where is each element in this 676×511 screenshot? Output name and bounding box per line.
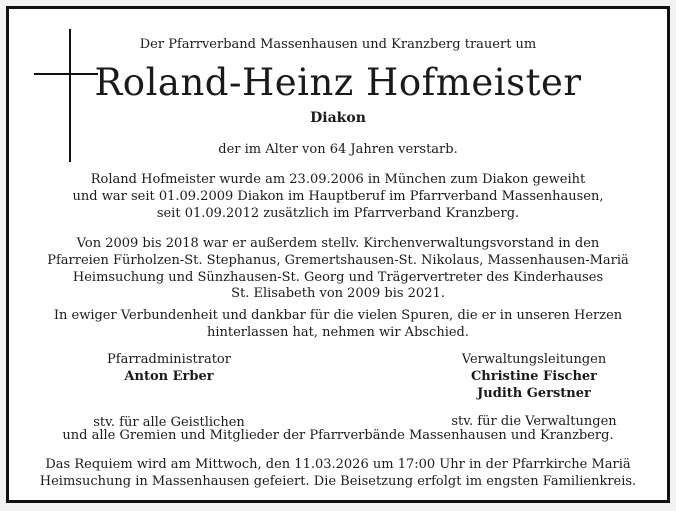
signatory-title: Pfarradministrator bbox=[107, 352, 231, 367]
closing-line: und alle Gremien und Mitglieder der Pfarrverbände Massenhausen und Kranzberg. bbox=[62, 428, 614, 443]
text-line: Heimsuchung und Sünzhausen-St. Georg und Trägervertreter des Kinderhauses bbox=[72, 269, 604, 285]
signatory-name: Judith Gerstner bbox=[477, 385, 591, 401]
age-line: der im Alter von 64 Jahren verstarb. bbox=[218, 142, 458, 157]
obituary-notice bbox=[6, 6, 670, 503]
text-line: Das Requiem wird am Mittwoch, den 11.03.2026 um 17:00 Uhr in der Pfarrkirche Mariä bbox=[45, 457, 631, 472]
requiem-info bbox=[9, 457, 667, 491]
text-line: Heimsuchung in Massenhausen gefeiert. Die Beisetzung erfolgt im engsten Familienkreis. bbox=[39, 473, 637, 489]
signatory-left bbox=[64, 352, 274, 431]
text-line: Pfarreien Fürholzen-St. Stephanus, Gremertshausen-St. Nikolaus, Massenhausen-Mariä bbox=[47, 252, 629, 268]
signatory-right bbox=[414, 352, 654, 431]
signatory-scope: stv. für alle Geistlichen bbox=[93, 414, 245, 430]
text-line: Roland Hofmeister wurde am 23.09.2006 in München zum Diakon geweiht bbox=[90, 172, 586, 187]
signatory-name: Christine Fischer bbox=[470, 368, 598, 384]
text-line: St. Elisabeth von 2009 bis 2021. bbox=[231, 286, 445, 302]
text-line: hinterlassen hat, nehmen wir Abschied. bbox=[206, 324, 470, 340]
paragraph-offices bbox=[9, 236, 667, 303]
paragraph-farewell bbox=[9, 308, 667, 342]
text-line: seit 01.09.2012 zusätzlich im Pfarrverband Kranzberg. bbox=[156, 205, 520, 221]
intro-line: Der Pfarrverband Massenhausen und Kranzberg trauert um bbox=[139, 37, 537, 52]
text-line: In ewiger Verbundenheit und dankbar für die vielen Spuren, die er in unseren Herzen bbox=[53, 308, 623, 323]
paragraph-ordination bbox=[9, 172, 667, 222]
deceased-role: Diakon bbox=[310, 110, 366, 126]
signatory-scope: stv. für die Verwaltungen bbox=[451, 414, 617, 430]
text-line: Von 2009 bis 2018 war er außerdem stellv. Kirchenverwaltungsvorstand in den bbox=[76, 236, 600, 251]
text-line: und war seit 01.09.2009 Diakon im Hauptberuf im Pfarrverband Massenhausen, bbox=[72, 188, 604, 204]
signatory-title: Verwaltungsleitungen bbox=[461, 352, 607, 367]
signatory-name: Anton Erber bbox=[124, 368, 214, 384]
deceased-name: Roland-Heinz Hofmeister bbox=[94, 61, 582, 104]
